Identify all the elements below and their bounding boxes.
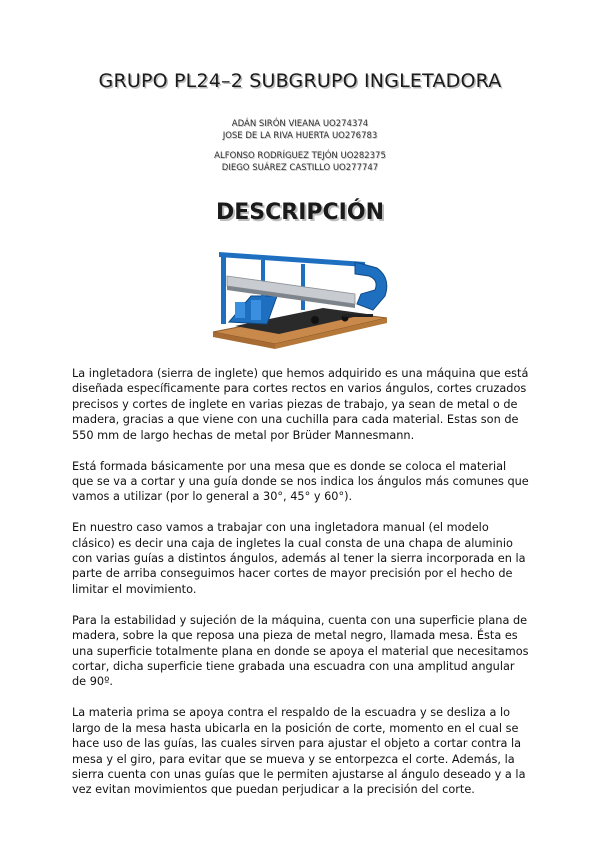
section-heading: DESCRIPCIÓN [216, 200, 384, 225]
author-line: JOSE DE LA RIVA HUERTA UO276783 [222, 131, 378, 141]
paragraph: La materia prima se apoya contra el respaldo de la escuadra y se desliza a lo largo de la mesa hasta ubicarla en la posición de corte, momento en el cual se hace uso de las guías, las cuales sirven para ajustar el objeto a cortar contra la mesa y el giro, para evitar que se mueva y se entorpezca el corte. Además, la sierra cuenta con unas guías que le permiten ajustarse al ángulo deseado y a la vez evitan movimientos que puedan perjudicar a la precisión del corte. [72, 706, 526, 797]
authors-group-1 [0, 118, 600, 142]
paragraph: La ingletadora (sierra de inglete) que hemos adquirido es una máquina que está diseñada específicamente para cortes rectos en varios ángulos, cortes cruzados precisos y cortes de inglete en varias piezas de trabajo, ya sean de metal o de madera, gracias a que viene con una cuchilla para cada material. Estas son de 550 mm de largo hechas de metal por Brüder Mannesmann. [72, 367, 529, 442]
body-text [72, 366, 530, 813]
saw-handle [355, 262, 387, 310]
mitre-saw-illustration [205, 240, 395, 350]
authors-group-2 [0, 150, 600, 174]
paragraph: Está formada básicamente por una mesa que es donde se coloca el material que se va a cortar y una guía donde se nos indica los ángulos más comunes que vamos a utilizar (por lo general a 30°, 45° y 60°). [72, 459, 529, 504]
author-line: ADÁN SIRÓN VIEANA UO274374 [231, 119, 369, 129]
author-line: ALFONSO RODRÍGUEZ TEJÓN UO282375 [214, 151, 386, 161]
paragraph: En nuestro caso vamos a trabajar con una ingletadora manual (el modelo clásico) es decir una caja de ingletes la cual consta de una chapa de aluminio con varias guías a distintos ángulos, además al tener la sierra incorporada en la parte de arriba conseguimos hacer cortes de mayor precisión por el hecho de limitar el movimiento. [72, 521, 526, 596]
document-title: GRUPO PL24–2 SUBGRUPO INGLETADORA [98, 70, 502, 92]
author-line: DIEGO SUÁREZ CASTILLO UO277747 [221, 163, 379, 173]
paragraph: Para la estabilidad y sujeción de la máquina, cuenta con una superficie plana de madera, sobre la que reposa una pieza de metal negro, llamada mesa. Ésta es una superficie totalmente plana en donde se apoya el material que necesitamos cortar, dicha superficie tiene grabada una escuadra con una amplitud angular de 90º. [72, 613, 529, 689]
saw-frame [219, 252, 365, 267]
